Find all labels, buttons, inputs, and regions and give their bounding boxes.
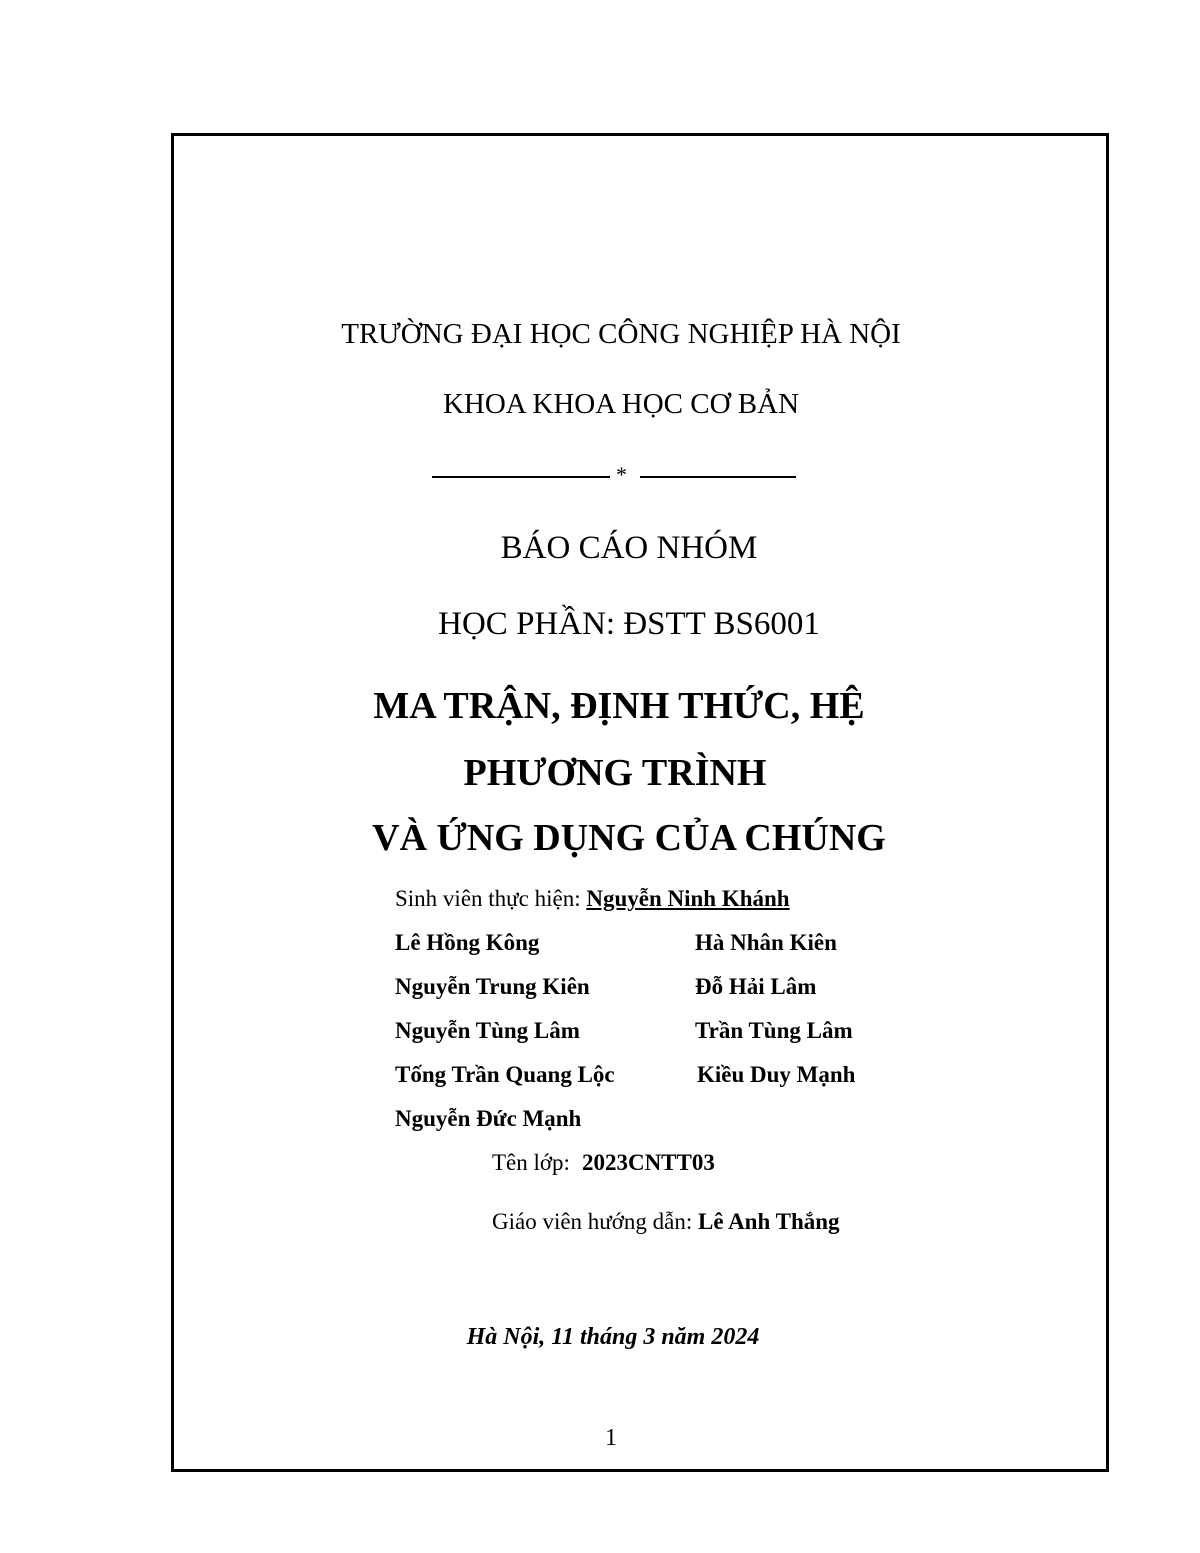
report-date: Hà Nội, 11 tháng 3 năm 2024 xyxy=(466,1324,760,1350)
students-label: Sinh viên thực hiện: xyxy=(395,886,587,911)
group-leader-name: Nguyễn Ninh Khánh xyxy=(586,886,790,911)
teacher-row xyxy=(492,1209,840,1235)
divider-star: * xyxy=(616,462,627,487)
teacher-label: Giáo viên hướng dẫn: xyxy=(492,1209,699,1234)
students-row xyxy=(395,886,790,912)
member-name: Nguyễn Đức Mạnh xyxy=(395,1106,582,1131)
decorative-divider xyxy=(430,462,798,488)
member-name: Hà Nhân Kiên xyxy=(695,930,837,955)
divider-line-left xyxy=(432,476,610,478)
member-name: Đỗ Hải Lâm xyxy=(695,974,817,999)
report-title-line-2: PHƯƠNG TRÌNH xyxy=(463,752,767,794)
member-name: Nguyễn Tùng Lâm xyxy=(395,1018,580,1043)
report-title-line-3: VÀ ỨNG DỤNG CỦA CHÚNG xyxy=(372,817,886,859)
member-name: Lê Hồng Kông xyxy=(395,930,540,955)
class-value: 2023CNTT03 xyxy=(581,1150,715,1175)
member-name: Kiều Duy Mạnh xyxy=(697,1062,856,1087)
member-name: Nguyễn Trung Kiên xyxy=(395,974,590,999)
divider-line-right xyxy=(640,476,796,478)
faculty-name: KHOA KHOA HỌC CƠ BẢN xyxy=(442,388,800,420)
class-row xyxy=(492,1150,715,1176)
course-code: HỌC PHẦN: ĐSTT BS6001 xyxy=(438,606,820,642)
page-number: 1 xyxy=(605,1425,617,1451)
member-name: Trần Tùng Lâm xyxy=(695,1018,853,1043)
class-label: Tên lớp: xyxy=(492,1150,570,1175)
report-type: BÁO CÁO NHÓM xyxy=(500,530,758,566)
member-name: Tống Trần Quang Lộc xyxy=(395,1062,615,1087)
teacher-name: Lê Anh Thắng xyxy=(698,1209,840,1234)
report-title-line-1: MA TRẬN, ĐỊNH THỨC, HỆ xyxy=(373,685,865,727)
university-name: TRƯỜNG ĐẠI HỌC CÔNG NGHIỆP HÀ NỘI xyxy=(341,318,901,350)
